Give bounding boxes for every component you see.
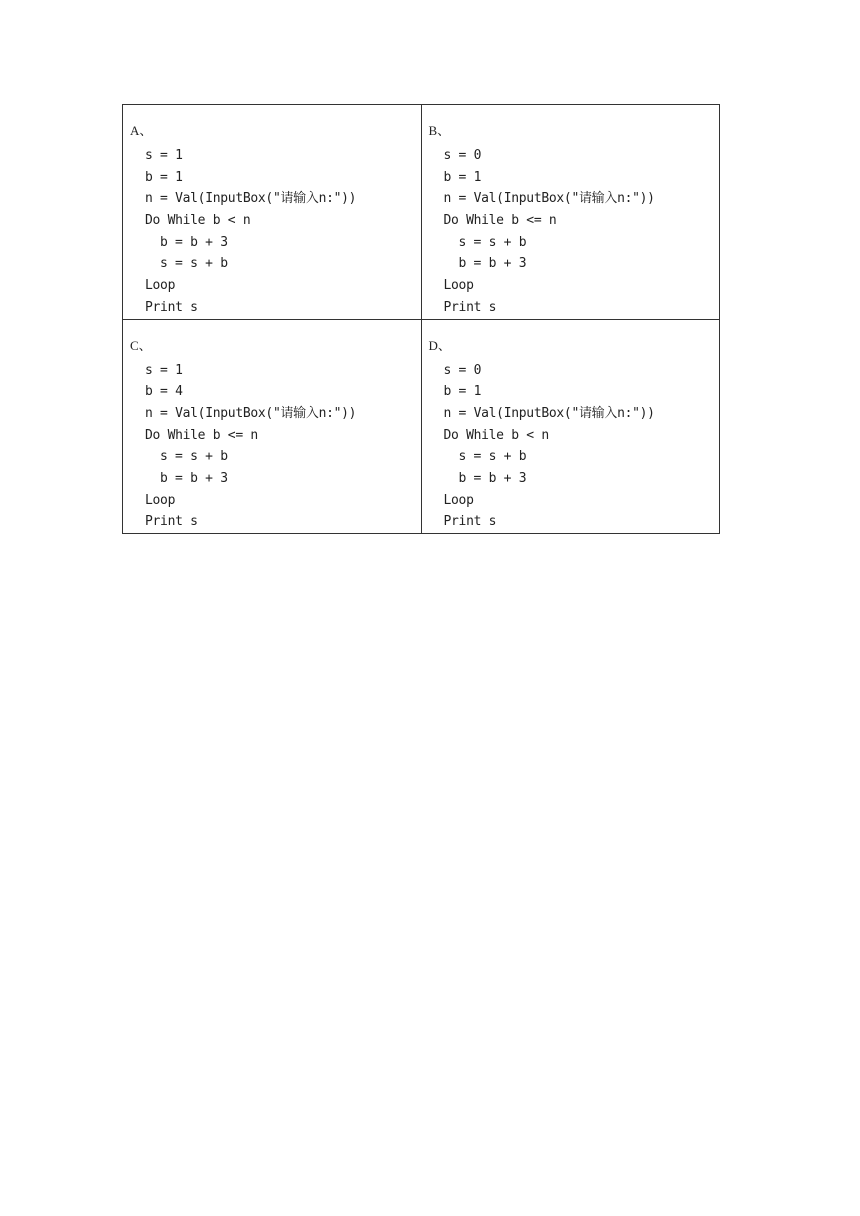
code-line: b = 1 xyxy=(145,169,183,185)
code-line: b = b + 3 xyxy=(458,470,527,486)
option-b-label: B、 xyxy=(428,123,451,138)
option-c-code xyxy=(145,360,421,534)
code-line: b = 1 xyxy=(443,169,482,185)
answer-options-table xyxy=(122,104,720,534)
code-line: s = s + b xyxy=(458,449,527,465)
code-line: n = Val(InputBox("请输入n:")) xyxy=(443,405,655,421)
option-d-cell xyxy=(421,319,720,534)
option-c-cell xyxy=(123,319,422,534)
code-line: b = b + 3 xyxy=(160,470,228,486)
option-d-code xyxy=(444,360,720,534)
option-a-code xyxy=(145,145,421,319)
code-line: s = 1 xyxy=(145,148,183,163)
code-line: s = 1 xyxy=(145,362,183,378)
code-line: Do While b < n xyxy=(443,427,549,443)
code-line: s = s + b xyxy=(160,256,228,272)
option-c-label: C、 xyxy=(130,337,152,353)
code-line: Print s xyxy=(145,514,198,530)
code-line: s = 0 xyxy=(443,362,482,378)
code-line: n = Val(InputBox("请输入n:")) xyxy=(145,405,357,421)
code-line: Do While b <= n xyxy=(443,213,557,229)
options-row xyxy=(123,105,720,320)
code-line: b = 1 xyxy=(443,384,482,400)
code-line: Print s xyxy=(443,514,497,530)
code-line: Print s xyxy=(145,299,198,315)
code-line: s = s + b xyxy=(160,449,228,465)
option-d-label: D、 xyxy=(428,337,451,353)
code-line: Loop xyxy=(443,278,474,294)
code-line: Do While b <= n xyxy=(145,427,258,443)
code-line: s = 0 xyxy=(443,148,482,163)
code-line: n = Val(InputBox("请输入n:")) xyxy=(443,191,655,207)
code-line: b = b + 3 xyxy=(160,234,228,250)
code-line: n = Val(InputBox("请输入n:")) xyxy=(145,191,357,207)
option-a-label: A、 xyxy=(130,123,153,138)
options-row xyxy=(123,319,720,534)
code-line: b = 4 xyxy=(145,384,183,400)
code-line: s = s + b xyxy=(458,234,527,250)
code-line: Do While b < n xyxy=(145,213,251,229)
option-a-cell xyxy=(123,105,422,320)
code-line: b = b + 3 xyxy=(458,256,527,272)
code-line: Print s xyxy=(443,299,497,315)
option-b-code xyxy=(444,145,720,319)
code-line: Loop xyxy=(443,492,474,508)
code-line: Loop xyxy=(145,278,176,294)
code-line: Loop xyxy=(145,492,176,508)
option-b-cell xyxy=(421,105,720,320)
